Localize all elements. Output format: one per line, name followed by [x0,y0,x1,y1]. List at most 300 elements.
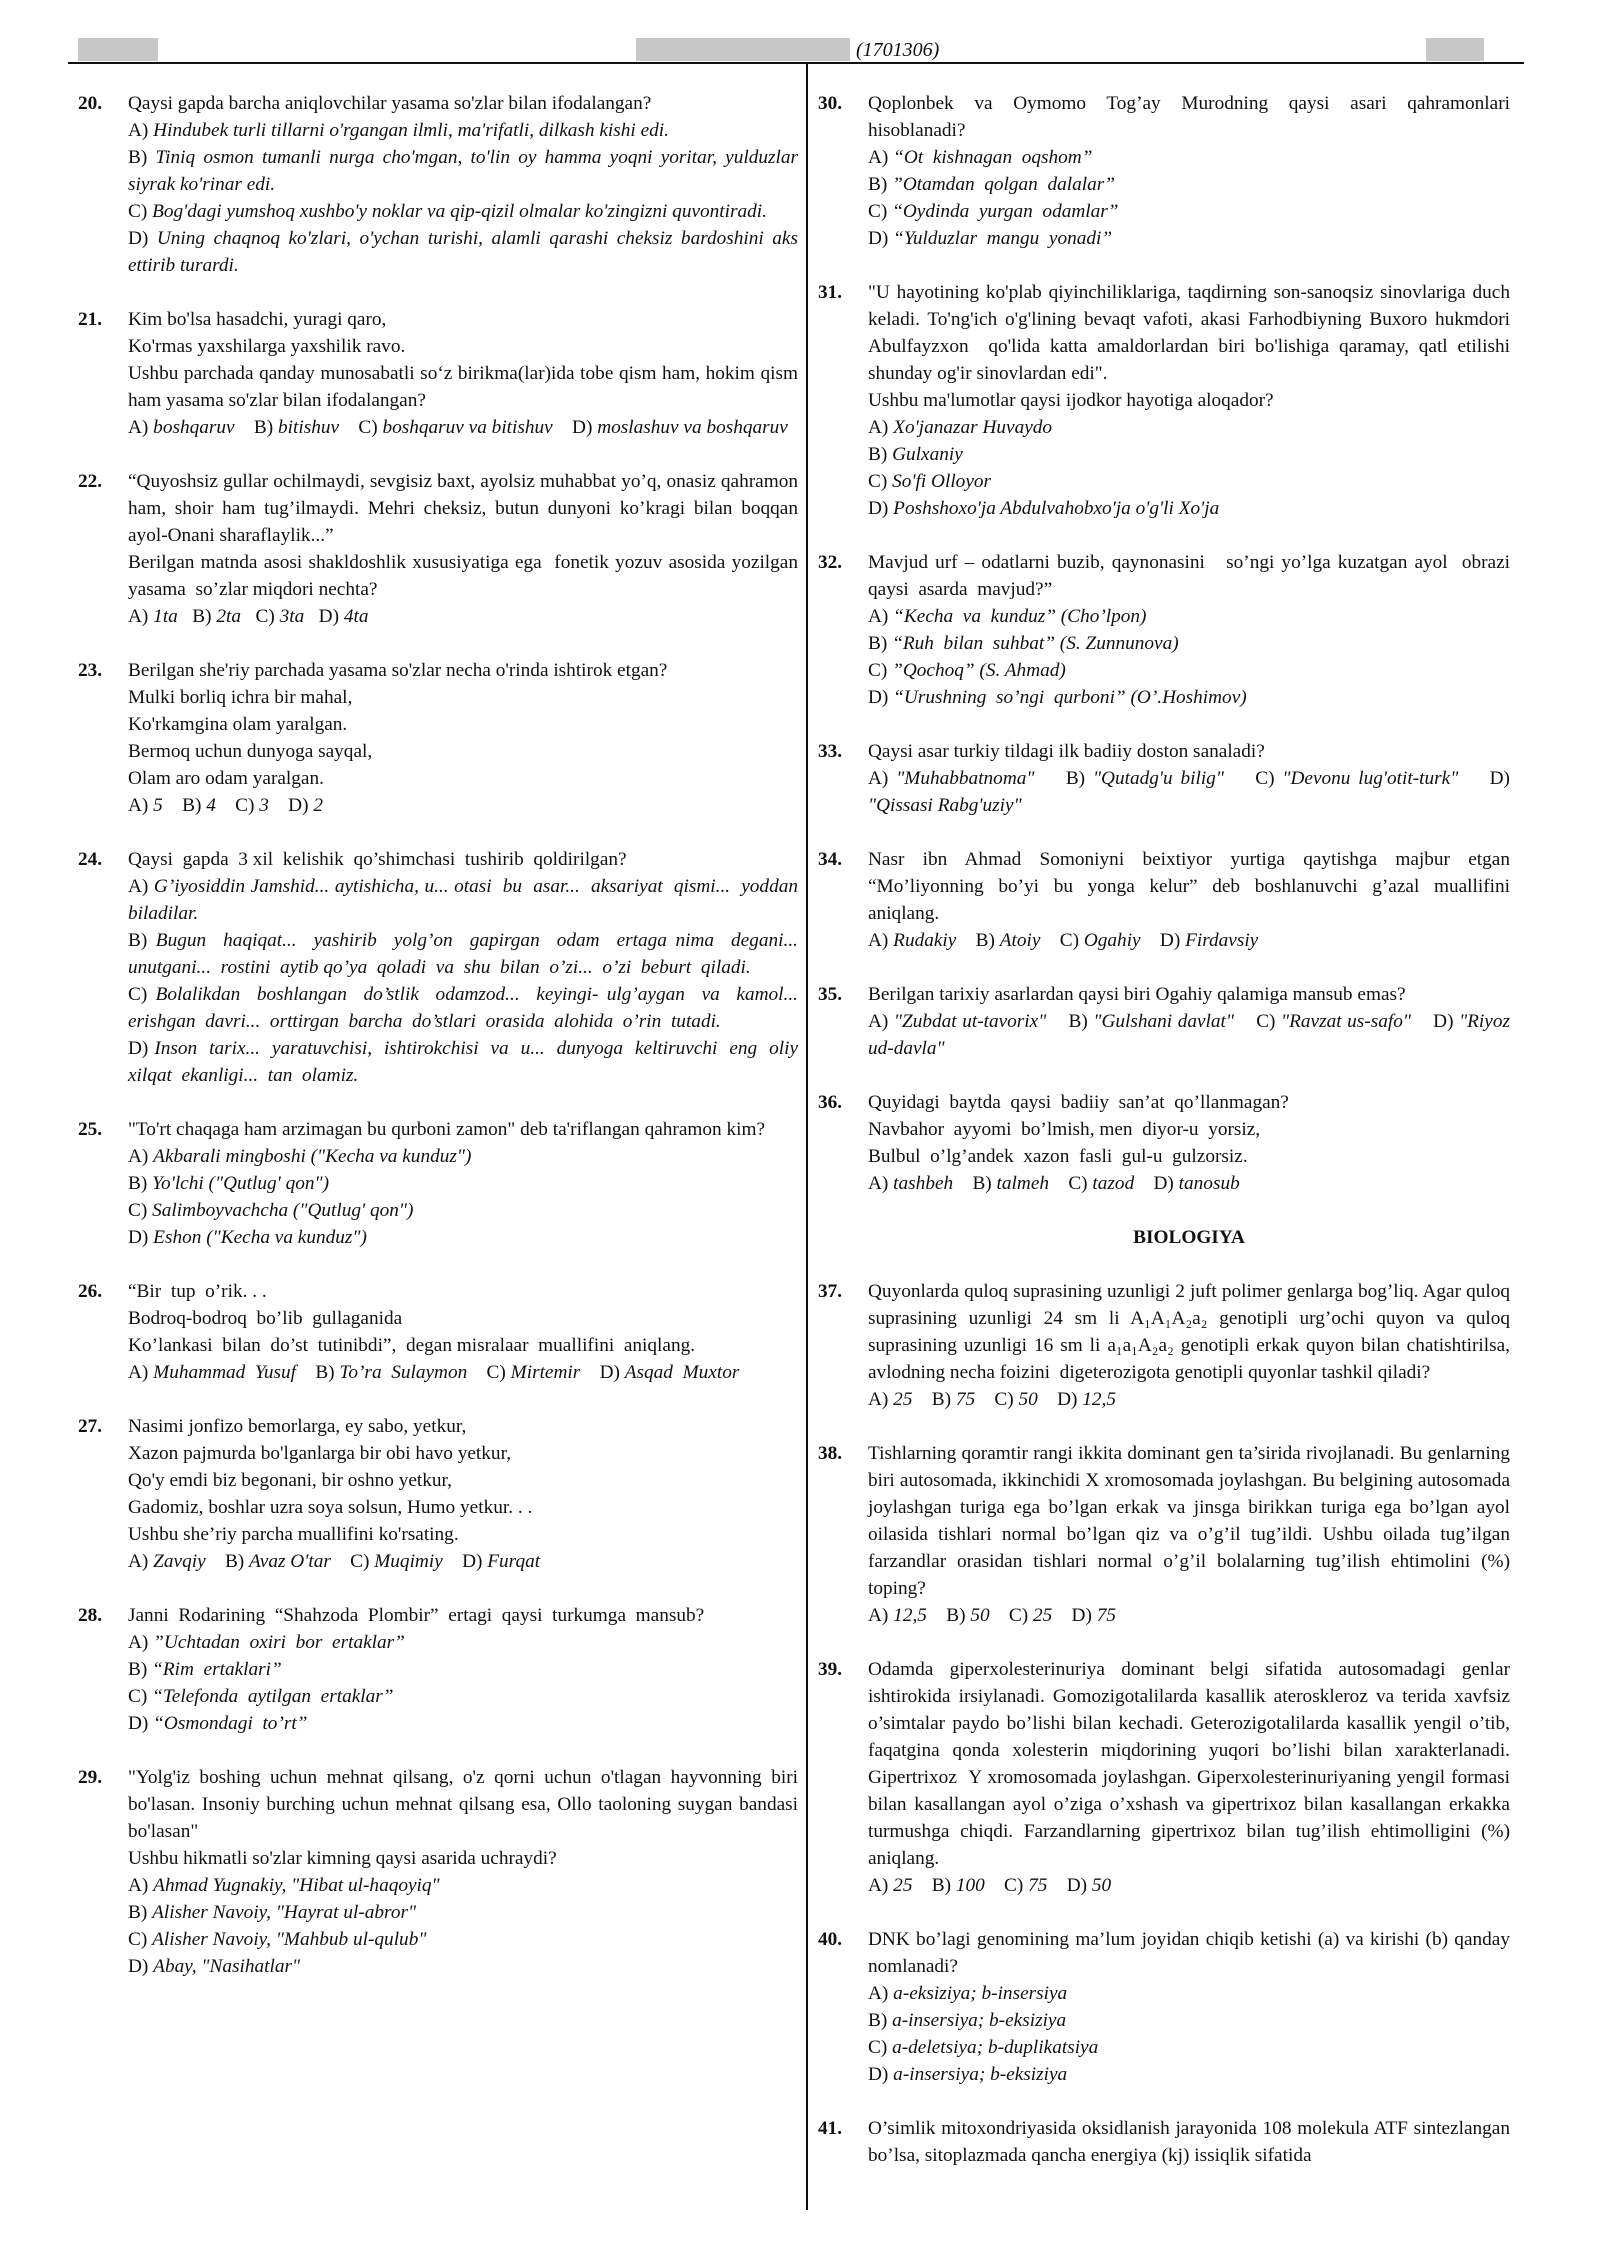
answer-option-text: a-deletsiya; b-duplikatsiya [892,2037,1099,2058]
question-line [128,1143,798,1170]
answer-option-text: 1ta [153,606,178,627]
question-line [128,1413,798,1440]
question-line [128,1521,798,1548]
line-text: D) [1140,930,1186,951]
question-line [868,657,1510,684]
answer-option-text: talmeh [996,1173,1050,1194]
answer-option-text: Bugun haqiqat... yashirib yolg’on gapirgan odam ertaga nima degani... unutgani... rostini aytib qo’ya qoladi va shu bilan o’zi... o’zi beburt qiladi. [128,930,808,978]
line-text: B) [128,1902,153,1923]
answer-option-text: 100 [955,1875,985,1896]
line-text: A) [128,1362,154,1383]
question-number: 33. [818,741,843,762]
answer-option-text: "Devonu lug'otit-turk" [1282,768,1459,789]
answer-option-text: Inson tarix... yaratuvchisi, ishtirokchisi va u... dunyoga keltiruvchi eng oliy xilqat ekanligi... tan olamiz. [128,1038,808,1086]
question-list-right [818,90,1520,1197]
question-line [128,1332,798,1359]
question-line [128,765,798,792]
question [818,738,1515,819]
line-text: C) [128,1200,153,1221]
answer-option-text: Furqat [487,1551,541,1572]
question-line [128,1440,798,1467]
answer-option-text: “Telefonda aytilgan ertaklar” [152,1686,394,1707]
line-text: B) [177,606,217,627]
answer-option-text: 25 [893,1875,913,1896]
line-text: "Yolg'iz boshing uchun mehnat qilsang, o'z qorni uchun o'tlagan hayvonning biri bo'lasan. Insoniy burching uchun mehnat qilsang esa, Ollo taoloning suygan bandasi bo'lasan" [128,1767,803,1842]
line-text: B) [162,795,207,816]
answer-option-text: "Ravzat us-safo" [1281,1011,1411,1032]
answer-option-text: Eshon ("Kecha va kunduz") [153,1227,367,1248]
question-line [868,468,1510,495]
question-number: 35. [818,984,843,1005]
line-text: Berilgan matnda asosi shakldoshlik xususiyatiga ega fonetik yozuv asosida yozilgan yasama so’zlar miqdori nechta? [128,552,803,600]
line-text: B) [1034,768,1093,789]
question-line [128,1710,798,1737]
question-line [128,1278,798,1305]
question-line [128,927,808,981]
answer-option-text: Gulxaniy [892,444,963,465]
line-text: Bermoq uchun dunyoga sayqal, [128,741,373,762]
answer-option-text: Asqad Muxtor [624,1362,740,1383]
question-line [128,198,798,225]
question-line [128,333,798,360]
answer-option-text: 12,5 [1082,1389,1116,1410]
answer-option-text: "Gulshani davlat" [1093,1011,1234,1032]
question-line [128,90,798,117]
line-text: C) [1234,1011,1282,1032]
question-line [128,738,798,765]
line-text: C) [467,1362,511,1383]
line-text: A) [868,1605,894,1626]
section-title: BIOLOGIYA [1133,1227,1245,1248]
question-line [868,1008,1515,1062]
line-text: Bulbul o’lg’andek xazon fasli gul-u gulzorsiz. [868,1146,1248,1167]
answer-option-text: To’ra Sulaymon [339,1362,468,1383]
line-text: D) [1047,1875,1092,1896]
line-text: C) [1049,1173,1093,1194]
question-line [868,1926,1515,1980]
line-text: D) [1134,1173,1179,1194]
answer-option-text: “Rim ertaklari” [152,1659,282,1680]
question-line [128,414,798,441]
question-line [868,1656,1515,1872]
question [818,2115,1515,2169]
question-number: 20. [78,93,103,114]
question-line [128,981,808,1035]
question-line [128,1845,798,1872]
question [78,1413,798,1575]
answer-option-text: Tiniq osmon tumanli nurga cho'mgan, to'lin oy hamma yoqni yoritar, yulduzlar siyrak ko'rinar edi. [128,147,803,195]
question [818,1926,1515,2088]
right-column [818,90,1520,2196]
question-line [868,2034,1510,2061]
question-line [128,1926,798,1953]
answer-option-text: "Qissasi Rabg'uziy" [868,795,1022,816]
answer-option-text: “Ruh bilan suhbat” (S. Zunnunova) [892,633,1179,654]
line-text: A) [868,1389,894,1410]
answer-option-text: 75 [1096,1605,1116,1626]
line-text: A) [868,147,894,168]
answer-option-text: Bog'dagi yumshoq xushbo'y noklar va qip-qizil olmalar ko'zingizni quvontiradi. [152,201,767,222]
question-line [868,414,1510,441]
answer-option-text: tanosub [1178,1173,1240,1194]
answer-option-text: So'fi Olloyor [892,471,992,492]
line-text: A) [868,417,894,438]
question-line [868,684,1510,711]
answer-option-text: “Osmondagi to’rt” [153,1713,308,1734]
question-line [868,387,1510,414]
line-text: C) [215,795,260,816]
line-text: A) [868,1011,894,1032]
line-text: D) [552,417,598,438]
question-number: 40. [818,1929,843,1950]
question-line [868,630,1510,657]
question [78,306,803,441]
line-text: Ushbu hikmatli so'zlar kimning qaysi asarida uchraydi? [128,1848,557,1869]
column-divider [806,64,808,2210]
answer-option-text: "Qutadg'u bilig" [1092,768,1224,789]
question-number: 32. [818,552,843,573]
question-line [128,1953,798,1980]
question-line [128,1494,798,1521]
line-text: A) [868,1983,894,2004]
question-number: 23. [78,660,103,681]
answer-option-text: a-insersiya; b-eksiziya [893,2064,1068,2085]
line-text: A) [868,606,894,627]
answer-option-text: 25 [893,1389,913,1410]
line-text: Tishlarning qoramtir rangi ikkita dominant gen ta’sirida rivojlanadi. Bu genlarning biri autosomada, ikkinchidi X xromosomada joylashgan. Bu belgining autosomada joylashgan turiga ega bo’lgan erkak va jinsga birikkan turiga ega bo’lgan ayol oilasida tishlari normal bo’lgan qiz va o’g’il tug’ildi. Ushbu oilada tug’ilgan farzandlar orasidan tishlari normal o’g’il bolalarning tug’ilish ehtimolini (%) toping? [868,1443,1515,1599]
question-line [128,1467,798,1494]
answer-option-text: Bolalikdan boshlangan do’stlik odamzod... keyingi- ulg’aygan va kamol... erishgan davri... orttirgan barcha do’stlari orasida alohida o’rin tutadi. [128,984,808,1032]
answer-option-text: boshqaruv va bitishuv [382,417,553,438]
line-text: B) [868,444,893,465]
line-text: A) [128,876,154,897]
line-text: C) [330,1551,375,1572]
line-text: Gadomiz, boshlar uzra soya solsun, Humo yetkur. . . [128,1497,533,1518]
line-text: B) [868,2010,893,2031]
question-number: 27. [78,1416,103,1437]
line-text: O’simlik mitoxondriyasida oksidlanish jarayonida 108 molekula ATF sintezlangan bo’lsa, sitoplazmada qancha energiya (kj) issiqlik sifatida [868,2118,1515,2166]
answer-option-text: "Zubdat ut-tavorix" [893,1011,1047,1032]
question-line [128,1224,798,1251]
line-text: C) [241,606,280,627]
line-text: A) [128,120,154,141]
question-line [868,846,1520,927]
question-line [128,873,808,927]
question-number: 41. [818,2118,843,2139]
line-text: A) [868,1875,894,1896]
answer-option-text: Poshshoxo'ja Abdulvahobxo'ja o'g'li Xo'ja [893,498,1220,519]
answer-option-text: Abay, "Nasihatlar" [153,1956,301,1977]
question-line [868,2007,1510,2034]
question-line [128,792,798,819]
question-line [128,657,798,684]
answer-option-text: Alisher Navoiy, "Hayrat ul-abror" [152,1902,417,1923]
line-text: D) [128,228,157,249]
line-text: B) [296,1362,340,1383]
question-number: 28. [78,1605,103,1626]
question-line [128,1872,798,1899]
question-line [128,144,803,198]
line-text: Berilgan tarixiy asarlardan qaysi biri Ogahiy qalamiga mansub emas? [868,984,1406,1005]
line-text: “Quyoshsiz gullar ochilmaydi, sevgisiz baxt, ayolsiz muhabbat yo’q, onasiz qahramon ham, shoir ham tug’ilmaydi. Mehri cheksiz, butun dunyoni ko’kragi bilan boqqan ayol-Onani sharaflaylik...” [128,471,803,546]
question [818,1278,1515,1413]
line-text: Nasimi jonfizo bemorlarga, ey sabo, yetkur, [128,1416,467,1437]
answer-option-text: 4 [206,795,216,816]
answer-option-text: 75 [1028,1875,1048,1896]
header-rule [68,62,1524,64]
answer-option-text: tashbeh [893,1173,954,1194]
question-line [868,198,1510,225]
line-text: D) [868,498,894,519]
left-column [78,90,808,2007]
answer-option-text: a-eksiziya; b-insersiya [893,1983,1068,2004]
answer-option-text: ”Uchtadan oxiri bor ertaklar” [153,1632,405,1653]
line-text: B) [128,1659,153,1680]
question-line [868,279,1515,387]
line-text: Ko'rkamgina olam yaralgan. [128,714,348,735]
answer-option-text: “Kecha va kunduz” (Cho’lpon) [893,606,1147,627]
answer-option-text: 3 [259,795,269,816]
question-line [868,1980,1510,2007]
question-line [868,765,1515,819]
question-line [868,90,1520,144]
line-text: Navbahor ayyomi bo’lmish, men diyor-u yorsiz, [868,1119,1261,1140]
question-line [868,738,1510,765]
answer-option-text: Firdavsiy [1185,930,1259,951]
line-text: Olam aro odam yaralgan. [128,768,324,789]
question-line [868,441,1510,468]
answer-option-text: 50 [1091,1875,1112,1896]
line-text: B) [868,174,893,195]
answer-option-text: Mirtemir [510,1362,581,1383]
line-text: D) [442,1551,488,1572]
line-text: B) [128,930,156,951]
question-line [868,927,1510,954]
line-text: Ushbu ma'lumotlar qaysi ijodkor hayotiga aloqador? [868,390,1274,411]
question-line [868,1170,1510,1197]
question [78,90,803,279]
line-text: Qaysi gapda 3 xil kelishik qo’shimchasi tushirib qoldirilgan? [128,849,627,870]
answer-option-text: “Ot kishnagan oqshom” [893,147,1093,168]
question-number: 34. [818,849,843,870]
answer-option-text: “Oydinda yurgan odamlar” [892,201,1119,222]
line-text: A) [128,1146,154,1167]
answer-option-text: G’iyosiddin Jamshid... aytishicha, u... otasi bu asar... aksariyat qismi... yoddan biladilar. [128,876,808,924]
question-number: 22. [78,471,103,492]
line-text: D) [128,1038,155,1059]
answer-option-text: Rudakiy [893,930,957,951]
answer-option-text: Muhammad Yusuf [153,1362,297,1383]
answer-option-text: boshqaruv [153,417,235,438]
line-text: Qaysi gapda barcha aniqlovchilar yasama so'zlar bilan ifodalangan? [128,93,652,114]
question-line [868,1089,1510,1116]
line-text: C) [989,1605,1033,1626]
question-line [868,2061,1510,2088]
question-line [868,1143,1510,1170]
question-line [128,1305,798,1332]
question-line [868,1278,1515,1386]
header-bar-right [1426,38,1484,61]
answer-option-text: Xo'janazar Huvaydo [893,417,1053,438]
question-line [128,1116,798,1143]
answer-option-text: 2 [313,795,323,816]
answer-option-text: bitishuv [277,417,340,438]
question-list-biology [818,1278,1515,2169]
line-text: B) [912,1389,956,1410]
line-text: D) [580,1362,625,1383]
question [78,846,808,1089]
line-text: C) [128,984,156,1005]
line-text: Quyidagi baytda qaysi badiiy san’at qo’llanmagan? [868,1092,1289,1113]
line-text: D) [268,795,314,816]
answer-option-text: 5 [153,795,163,816]
answer-option-text: Akbarali mingboshi ("Kecha va kunduz") [153,1146,472,1167]
line-text: Qoplonbek va Oymomo Tog’ay Murodning qaysi asari qahramonlari hisoblanadi? [868,93,1520,141]
question-line [868,171,1510,198]
answer-option-text: ”Otamdan qolgan dalalar” [892,174,1115,195]
question-number: 36. [818,1092,843,1113]
answer-option-text: 4ta [343,606,369,627]
answer-option-text: 25 [1032,1605,1053,1626]
question-line [128,360,803,414]
question-line [868,1386,1510,1413]
question-number: 21. [78,309,103,330]
answer-option-text: Uning chaqnoq ko'zlari, o'ychan turishi, alamli qarashi cheksiz bardoshini aks ettirib turardi. [128,228,803,276]
question-number: 24. [78,849,103,870]
answer-option-text: “Yulduzlar mangu yonadi” [893,228,1113,249]
question-line [128,1602,798,1629]
line-text: Mavjud urf – odatlarni buzib, qaynonasini so’ngi yo’lga kuzatgan ayol obrazi qaysi asarda mavjud?” [868,552,1520,600]
line-text: B) [1046,1011,1094,1032]
line-text: B) [234,417,278,438]
question-line [128,549,803,603]
question-line [128,684,798,711]
line-text: D) [128,1713,154,1734]
question-number: 25. [78,1119,103,1140]
question-line [868,1440,1515,1602]
line-text: "To'rt chaqaga ham arzimagan bu qurboni zamon" deb ta'riflangan qahramon kim? [128,1119,766,1140]
line-text: A) [868,930,894,951]
line-text: Ko'rmas yaxshilarga yaxshilik ravo. [128,336,406,357]
line-text: D) [128,1227,154,1248]
line-text: D) [868,687,894,708]
question [78,468,803,630]
line-text: A) [128,417,154,438]
question-line [868,1872,1510,1899]
line-text: A) [128,606,154,627]
question-number: 39. [818,1659,843,1680]
line-text: B) [205,1551,250,1572]
answer-option-text: “Urushning so’ngi qurboni” (O’.Hoshimov) [893,687,1247,708]
answer-option-text: Zavqiy [153,1551,206,1572]
line-text: A) [868,768,897,789]
line-text: D) [128,1956,154,1977]
line-text: Xazon pajmurda bo'lganlarga bir obi havo yetkur, [128,1443,512,1464]
question [78,1764,803,1980]
line-text: "U hayotining ko'plab qiyinchiliklariga, taqdirning son-sanoqsiz sinovlariga duch keladi. To'ng'ich o'g'lining bevaqt vafoti, akasi Farhodbiyning Buxoro hukmdori Abulfayzxon qo'lida katta amaldorlardan biri bo'lishiga qaramay, qatl etilishi shunday og'ir sinovlardan edi". [868,282,1515,384]
question-line [128,468,803,549]
question-line [868,549,1520,603]
answer-option-text: Alisher Navoiy, "Mahbub ul-qulub" [152,1929,427,1950]
answer-option-text: Hindubek turli tillarni o'rgangan ilmli, ma'rifatli, dilkash kishi edi. [153,120,669,141]
question-line [128,711,798,738]
question-number: 31. [818,282,843,303]
line-text: A) [128,1551,154,1572]
question-number: 38. [818,1443,843,1464]
line-text: B) [868,633,893,654]
line-text: C) [868,2037,893,2058]
line-text: Kim bo'lsa hasadchi, yuragi qaro, [128,309,387,330]
question-line [868,225,1510,252]
answer-option-text: moslashuv va boshqaruv [597,417,788,438]
question-list-left [78,90,808,1980]
page-code: (1701306) [856,39,940,61]
line-text: D) [304,606,344,627]
question-line [128,1548,798,1575]
question-line [868,1116,1510,1143]
line-text: A) [128,1632,154,1653]
answer-option-text: 3ta [279,606,305,627]
line-text: A) [868,1173,894,1194]
question [818,1089,1510,1197]
question-line [128,1656,798,1683]
question-line [128,1359,798,1386]
question-line [868,495,1510,522]
question-line [128,1170,798,1197]
question-line [128,1035,808,1089]
line-text: A) [128,795,154,816]
answer-option-text: 75 [955,1389,976,1410]
question-line [128,603,798,630]
header-bar-center [636,38,850,61]
line-text: Qaysi asar turkiy tildagi ilk badiiy doston sanaladi? [868,741,1265,762]
question [818,549,1520,711]
line-text: C) [975,1389,1019,1410]
question [818,1440,1515,1629]
answer-option-text: 2ta [216,606,242,627]
answer-option-text: Avaz O'tar [249,1551,331,1572]
answer-option-text: Muqimiy [374,1551,443,1572]
question [78,1116,798,1251]
line-text: A) [128,1875,154,1896]
answer-option-text: ”Qochoq” (S. Ahmad) [892,660,1066,681]
question-line [128,1899,798,1926]
answer-option-text: Ahmad Yugnakiy, "Hibat ul-haqoyiq" [153,1875,440,1896]
question-line [128,225,803,279]
question [78,1602,798,1737]
line-text: Nasr ibn Ahmad Somoniyni beixtiyor yurtiga qaytishga majbur etgan “Mo’liyonning bo’yi bu yonga kelur” deb boshlanuvchi g’azal muallifini aniqlang. [868,849,1520,924]
question-line [868,1602,1510,1629]
answer-option-text: Ogahiy [1083,930,1141,951]
line-text: Mulki borliq ichra bir mahal, [128,687,353,708]
line-text: Ko’lankasi bilan do’st tutinibdi”, degan misralaar muallifini aniqlang. [128,1335,696,1356]
line-text: “Bir tup o’rik. . . [128,1281,267,1302]
question [818,90,1520,252]
answer-option-text: a-insersiya; b-eksiziya [892,2010,1067,2031]
line-text: B) [953,1173,997,1194]
answer-option-text: 50 [970,1605,990,1626]
question-line [128,117,798,144]
line-text: C) [868,201,893,222]
question-line [868,981,1510,1008]
answer-option-text: "Muhabbatnoma" [896,768,1035,789]
line-text: Quyonlarda quloq suprasining uzunligi 2 juft polimer genlarga bog’liq. Agar quloq suprasining uzunligi 24 sm li A₁A₁A₂a₂ genotipli urg’ochi quyon va quloq suprasining uzunligi 16 sm li a₁a₁A₂a₂ genotipli erkak quyon bilan chatishtirilsa, avlodning necha foizini digeterozigota genotipli quyonlar tashkil qiladi? [868,1281,1515,1383]
question-line [128,1629,798,1656]
line-text: C) [339,417,383,438]
line-text: C) [128,201,153,222]
question [818,279,1515,522]
line-text: C) [1223,768,1283,789]
